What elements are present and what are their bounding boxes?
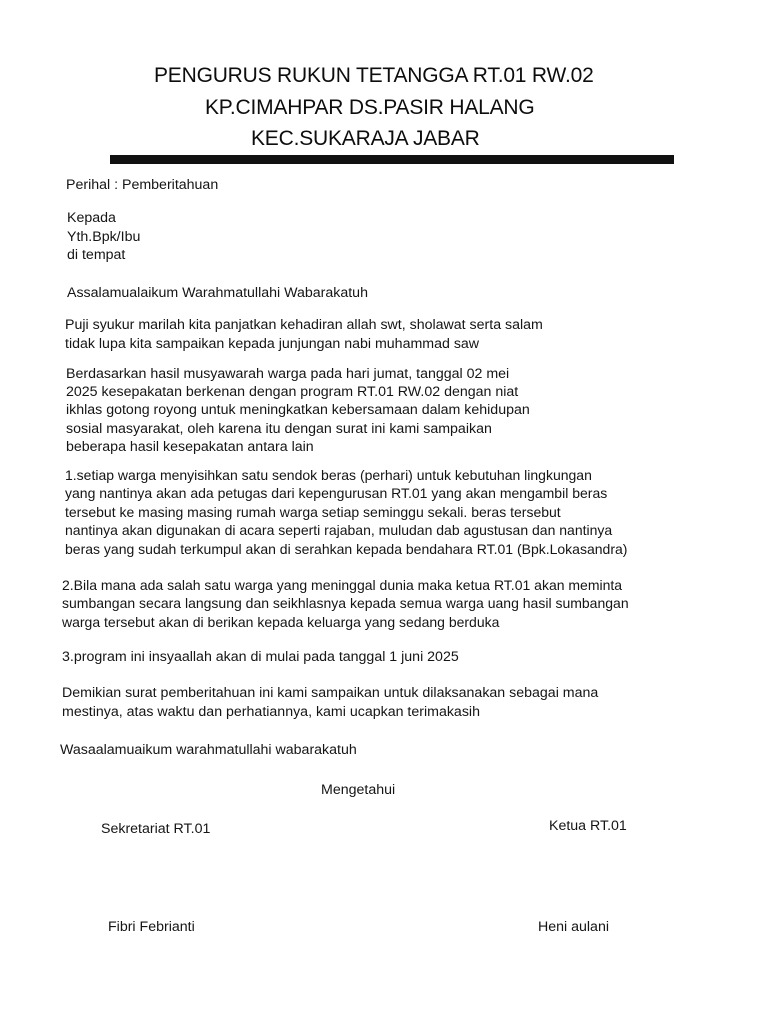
paragraph-line: Berdasarkan hasil musyawarah warga pada hari jumat, tanggal 02 mei xyxy=(66,366,510,382)
paragraph-line: sosial masyarakat, oleh karena itu dengan surat ini kami sampaikan xyxy=(66,420,492,437)
agreement-point-3: 3.program ini insyaallah akan di mulai pada tanggal 1 juni 2025 xyxy=(62,649,459,665)
agreement-point-2 xyxy=(62,576,629,631)
letterhead-divider xyxy=(110,155,674,164)
paragraph-line: tidak lupa kita sampaikan kepada junjungan nabi muhammad saw xyxy=(65,335,480,352)
recipient-line: di tempat xyxy=(67,247,126,263)
paragraph-background xyxy=(66,365,530,456)
paragraph-line: sumbangan secara langsung dan seikhlasnya kepada semua warga uang hasil sumbangan xyxy=(62,595,629,612)
signatory-right-name: Heni aulani xyxy=(538,919,609,935)
paragraph-line: nantinya akan digunakan di acara seperti rajaban, muludan dab agustusan dan nantinya xyxy=(65,522,613,539)
paragraph-line: beras yang sudah terkumpul akan di serahkan kepada bendahara RT.01 (Bpk.Lokasandra) xyxy=(65,540,628,557)
signatory-left-name: Fibri Febrianti xyxy=(108,919,195,935)
paragraph-line: beberapa hasil kesepakatan antara lain xyxy=(66,438,314,455)
paragraph-line: mestinya, atas waktu dan perhatiannya, kami ucapkan terimakasih xyxy=(62,703,480,720)
paragraph-praise xyxy=(65,316,543,353)
paragraph-line: 2025 kesepakatan berkenan dengan program RT.01 RW.02 dengan niat xyxy=(66,384,519,401)
paragraph-line: warga tersebut akan di berikan kepada keluarga yang sedang berduka xyxy=(62,613,500,630)
signatory-right-title: Ketua RT.01 xyxy=(549,818,627,834)
closing-greeting: Wasaalamuaikum warahmatullahi wabarakatuh xyxy=(60,742,357,758)
paragraph-line: ikhlas gotong royong untuk meningkatkan kebersamaan dalam kehidupan xyxy=(66,402,530,419)
recipient-line: Kepada xyxy=(67,210,116,226)
agreement-point-1 xyxy=(65,466,627,558)
subject-line: Perihal : Pemberitahuan xyxy=(66,177,219,193)
signatory-left-title: Sekretariat RT.01 xyxy=(101,821,211,837)
paragraph-line: 1.setiap warga menyisihkan satu sendok beras (perhari) untuk kebutuhan lingkungan xyxy=(65,467,592,483)
letterhead-line-1: PENGURUS RUKUN TETANGGA RT.01 RW.02 xyxy=(154,64,594,87)
recipient-line: Yth.Bpk/Ibu xyxy=(67,228,141,245)
paragraph-line: Puji syukur marilah kita panjatkan kehadiran allah swt, sholawat serta salam xyxy=(65,317,543,333)
recipient-block xyxy=(67,209,140,265)
opening-greeting: Assalamualaikum Warahmatullahi Wabarakatuh xyxy=(67,285,368,301)
letterhead-line-3: KEC.SUKARAJA JABAR xyxy=(251,127,480,150)
paragraph-line: tersebut ke masing masing rumah warga setiap seminggu sekali. beras tersebut xyxy=(65,503,561,520)
letterhead-line-2: KP.CIMAHPAR DS.PASIR HALANG xyxy=(205,96,535,119)
paragraph-line: yang nantinya akan ada petugas dari kepengurusan RT.01 yang akan mengambil beras xyxy=(65,485,608,502)
paragraph-line: Demikian surat pemberitahuan ini kami sampaikan untuk dilaksanakan sebagai mana xyxy=(62,685,599,701)
closing-paragraph xyxy=(62,684,598,721)
acknowledged-label: Mengetahui xyxy=(321,782,396,798)
paragraph-line: 2.Bila mana ada salah satu warga yang meninggal dunia maka ketua RT.01 akan meminta xyxy=(62,577,623,593)
